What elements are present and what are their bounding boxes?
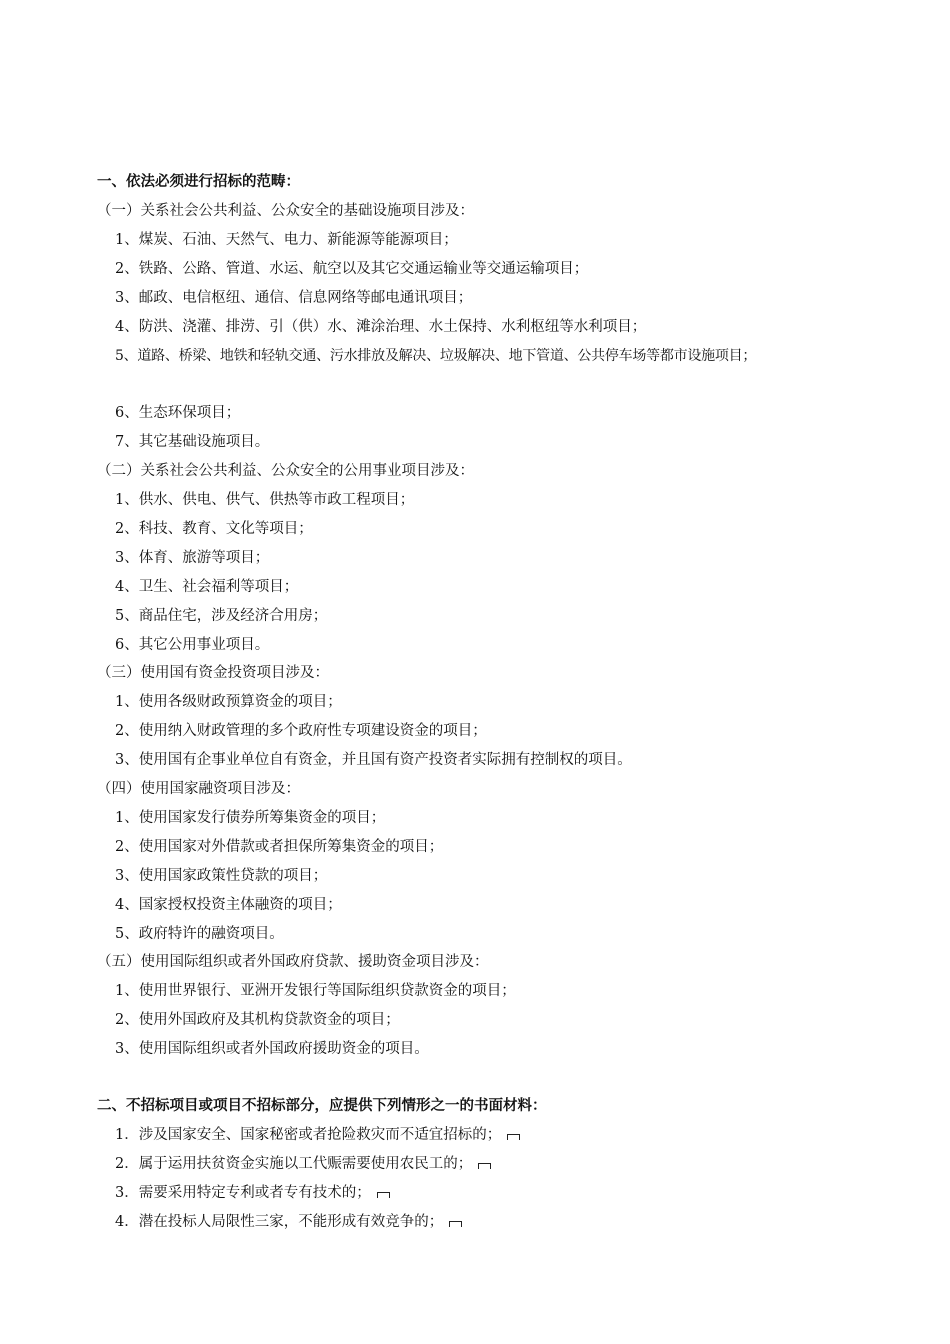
list-item: 1、使用国家发行债券所筹集资金的项目；: [115, 810, 386, 826]
group-1-title: （一）关系社会公共利益、公众安全的基础设施项目涉及：: [97, 203, 474, 219]
list-item: [115, 1183, 390, 1203]
list-item-text: 2．属于运用扶贫资金实施以工代赈需要使用农民工的；: [115, 1156, 473, 1172]
list-item: 2、科技、教育、文化等项目；: [115, 521, 313, 537]
list-item: 3、邮政、电信枢纽、通信、信息网络等邮电通讯项目；: [115, 290, 473, 306]
list-item-text: 3．需要采用特定专利或者专有技术的；: [115, 1185, 371, 1201]
list-item: 5、政府特许的融资项目。: [115, 926, 284, 942]
list-item-text: 4．潜在投标人局限性三家，不能形成有效竞争的；: [115, 1214, 444, 1230]
section-2-heading: 二、不招标项目或项目不招标部分，应提供下列情形之一的书面材料：: [97, 1097, 547, 1114]
list-item: 1、使用世界银行、亚洲开发银行等国际组织贷款资金的项目；: [115, 983, 516, 999]
list-item: 4、国家授权投资主体融资的项目；: [115, 897, 342, 913]
list-item: 3、使用国家政策性贷款的项目；: [115, 868, 328, 884]
list-item: 5、道路、桥梁、地铁和轻轨交通、污水排放及解决、垃圾解决、地下管道、公共停车场等都市设施项目；: [115, 348, 757, 364]
section-1-heading: 一、依法必须进行招标的范畴：: [97, 173, 300, 190]
list-item: 3、使用国际组织或者外国政府援助资金的项目。: [115, 1041, 429, 1057]
list-item: 6、生态环保项目；: [115, 405, 241, 421]
list-item: 1、煤炭、石油、天然气、电力、新能源等能源项目；: [115, 232, 458, 248]
list-item: 3、使用国有企事业单位自有资金，并且国有资产投资者实际拥有控制权的项目。: [115, 752, 632, 768]
group-2-title: （二）关系社会公共利益、公众安全的公用事业项目涉及：: [97, 463, 474, 479]
list-item: 2、使用纳入财政管理的多个政府性专项建设资金的项目；: [115, 723, 487, 739]
bracket-mark-icon: [478, 1163, 491, 1169]
list-item: 3、体育、旅游等项目；: [115, 550, 270, 566]
group-5-title: （五）使用国际组织或者外国政府贷款、援助资金项目涉及：: [97, 954, 489, 970]
list-item: 7、其它基础设施项目。: [115, 434, 270, 450]
group-4-title: （四）使用国家融资项目涉及：: [97, 781, 300, 797]
list-item: [115, 1125, 520, 1145]
list-item: [115, 1154, 491, 1174]
list-item: 5、商品住宅，涉及经济合用房；: [115, 608, 328, 624]
bracket-mark-icon: [449, 1221, 462, 1227]
list-item: 2、使用外国政府及其机构贷款资金的项目；: [115, 1012, 400, 1028]
list-item: 4、卫生、社会福利等项目；: [115, 579, 299, 595]
list-item: 6、其它公用事业项目。: [115, 637, 270, 653]
list-item: [115, 1212, 462, 1232]
bracket-mark-icon: [377, 1192, 390, 1198]
bracket-mark-icon: [507, 1134, 520, 1140]
list-item: 2、铁路、公路、管道、水运、航空以及其它交通运输业等交通运输项目；: [115, 261, 589, 277]
list-item-text: 1．涉及国家安全、国家秘密或者抢险救灾而不适宜招标的；: [115, 1127, 502, 1143]
list-item: 1、供水、供电、供气、供热等市政工程项目；: [115, 492, 415, 508]
list-item: 4、防洪、浇灌、排涝、引（供）水、滩涂治理、水土保持、水利枢纽等水利项目；: [115, 319, 647, 335]
list-item: 1、使用各级财政预算资金的项目；: [115, 694, 342, 710]
group-3-title: （三）使用国有资金投资项目涉及：: [97, 665, 329, 681]
list-item: 2、使用国家对外借款或者担保所筹集资金的项目；: [115, 839, 444, 855]
